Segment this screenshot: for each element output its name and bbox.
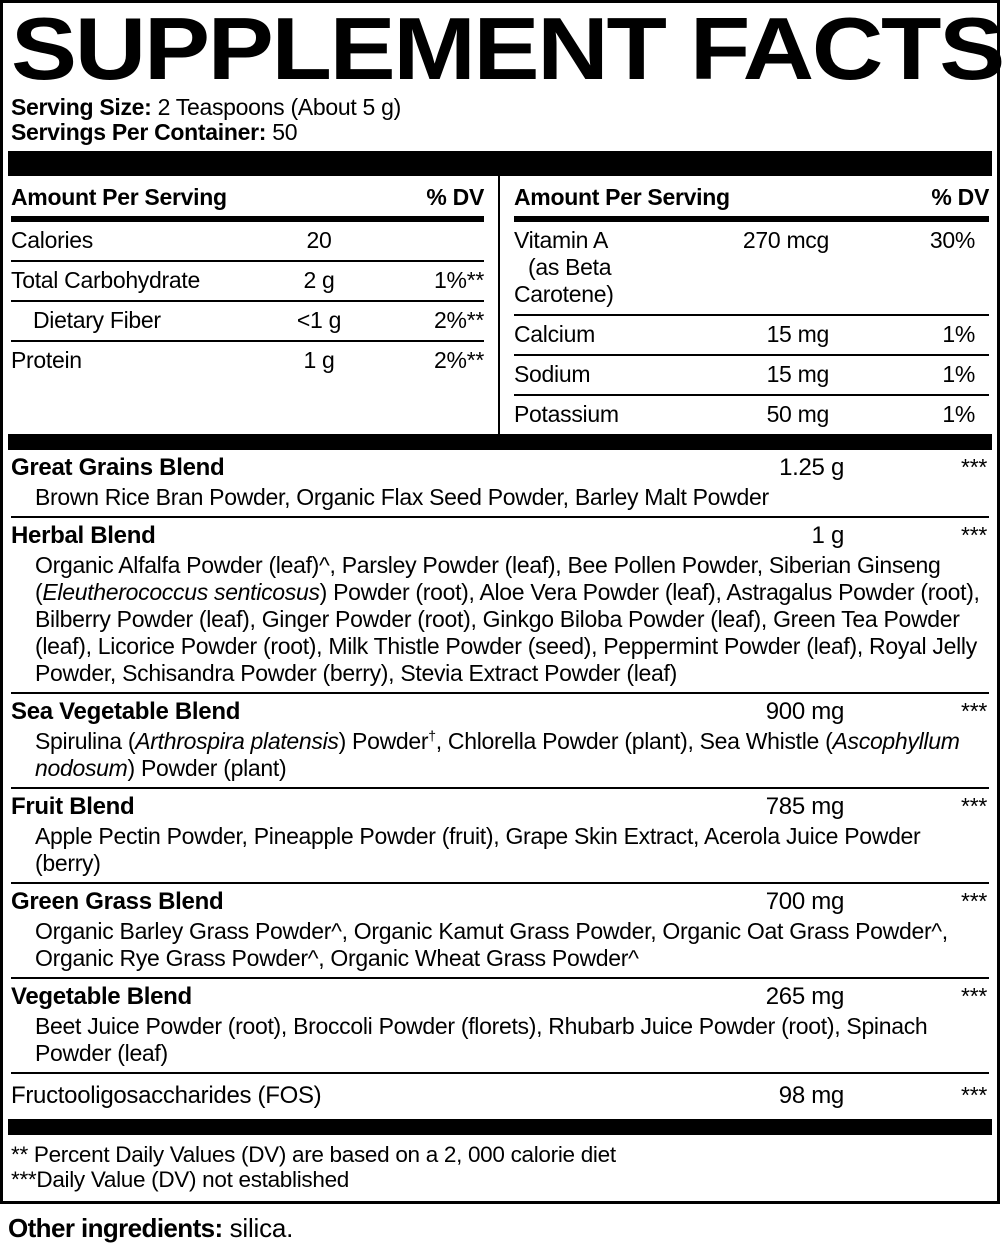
other-ingredients-label: Other ingredients:	[8, 1212, 223, 1243]
blend-amount: 1.25 g	[779, 453, 844, 481]
nutrient-row-potassium	[514, 396, 989, 434]
footnote-dv-not-established: ***Daily Value (DV) not established	[11, 1166, 350, 1192]
nutrient-dv: 1%	[942, 400, 975, 427]
nutrition-table-right	[500, 176, 989, 434]
serving-size-label: Serving Size:	[11, 93, 152, 120]
divider-bar-middle	[8, 434, 992, 450]
serving-size-line	[11, 95, 989, 120]
blend-row-green-grass	[11, 884, 989, 979]
blend-amount: 700 mg	[765, 887, 844, 915]
divider-bar-top	[8, 151, 992, 176]
nutrient-amount: 50 mg	[766, 400, 829, 427]
header-percent-dv: % DV	[426, 183, 484, 210]
blend-name: Fructooligosaccharides (FOS)	[11, 1081, 322, 1109]
header-amount-per-serving: Amount Per Serving	[514, 183, 730, 210]
blend-name: Vegetable Blend	[11, 982, 192, 1010]
nutrient-amount: 270 mcg	[742, 226, 829, 253]
nutrient-amount: 2 g	[303, 266, 335, 293]
blend-row-sea-vegetable	[11, 694, 989, 789]
blend-dv: ***	[961, 697, 987, 724]
blend-header	[11, 453, 989, 482]
nutrient-name	[514, 227, 699, 308]
nutrient-dv: 1%**	[434, 266, 484, 293]
blend-header	[11, 982, 989, 1011]
blend-name: Herbal Blend	[11, 521, 156, 549]
nutrient-row-calories	[11, 222, 484, 262]
servings-per-container-value: 50	[266, 118, 298, 145]
blend-header	[11, 887, 989, 916]
blend-name: Fruit Blend	[11, 792, 135, 820]
other-ingredients-value: silica.	[222, 1212, 294, 1243]
nutrient-name-line2: (as Beta Carotene)	[514, 253, 614, 307]
nutrient-dv: 1%	[942, 360, 975, 387]
nutrient-dv: 2%**	[434, 346, 484, 373]
blend-dv: ***	[961, 792, 987, 819]
serving-info	[3, 91, 997, 151]
blend-name: Green Grass Blend	[11, 887, 224, 915]
serving-size-value: 2 Teaspoons (About 5 g)	[151, 93, 401, 120]
blend-name: Sea Vegetable Blend	[11, 697, 241, 725]
nutrient-name: Sodium	[514, 360, 591, 387]
blend-ingredients: Organic Barley Grass Powder^, Organic Kamut Grass Powder, Organic Oat Grass Powder^, Organic Rye Grass Powder^, Organic Wheat Grass Powder^	[35, 917, 948, 971]
blend-ingredients: Organic Alfalfa Powder (leaf)^, Parsley Powder (leaf), Bee Pollen Powder, Siberian Ginseng (Eleutherococcus senticosus) Powder (root), Aloe Vera Powder (leaf), Astragalus Powder (root), Bilberry Powder (leaf), Ginger Powder (root), Ginkgo Biloba Powder (leaf), Green Tea Powder (leaf), Licorice Powder (root), Milk Thistle Powder (seed), Peppermint Powder (leaf), Royal Jelly Powder, Schisandra Powder (berry), Stevia Extract Powder (leaf)	[35, 551, 980, 686]
blend-ingredients: Spirulina (Arthrospira platensis) Powder†, Chlorella Powder (plant), Sea Whistle (Ascophyllum nodosum) Powder (plant)	[35, 726, 960, 781]
blend-ingredients: Apple Pectin Powder, Pineapple Powder (fruit), Grape Skin Extract, Acerola Juice Powder (berry)	[35, 822, 921, 876]
blend-dv: ***	[961, 887, 987, 914]
blend-name: Great Grains Blend	[11, 453, 225, 481]
nutrient-name: Calcium	[514, 320, 595, 347]
blend-amount: 900 mg	[765, 697, 844, 725]
nutrient-amount: 15 mg	[766, 360, 829, 387]
nutrient-row-sodium	[514, 356, 989, 396]
nutrient-name: Potassium	[514, 400, 619, 427]
nutrient-name-line1: Vitamin A	[514, 226, 609, 253]
nutrient-name: Total Carbohydrate	[11, 266, 200, 293]
blend-row-fos	[11, 1074, 989, 1119]
nutrient-amount: 15 mg	[766, 320, 829, 347]
blend-header	[11, 792, 989, 821]
blend-dv: ***	[961, 982, 987, 1009]
blend-header	[11, 521, 989, 550]
nutrient-name: Protein	[11, 346, 82, 373]
nutrient-row-protein	[11, 342, 484, 380]
blend-header	[11, 697, 989, 726]
footnotes	[3, 1135, 997, 1201]
nutrient-name: Dietary Fiber	[33, 306, 161, 333]
blend-ingredients: Brown Rice Bran Powder, Organic Flax Seed Powder, Barley Malt Powder	[35, 483, 769, 510]
table-header-left	[11, 176, 484, 222]
blends-section	[3, 450, 997, 1119]
blend-row-vegetable	[11, 979, 989, 1074]
header-amount-per-serving: Amount Per Serving	[11, 183, 227, 210]
nutrient-amount: 1 g	[303, 346, 335, 373]
nutrient-row-calcium	[514, 316, 989, 356]
blend-amount: 1 g	[811, 521, 844, 549]
nutrient-dv: 1%	[942, 320, 975, 347]
blend-dv: ***	[961, 1081, 987, 1108]
blend-dv: ***	[961, 521, 987, 548]
servings-per-container-line	[11, 120, 989, 145]
nutrition-table	[3, 176, 997, 434]
blend-row-great-grains	[11, 450, 989, 518]
page-title: SUPPLEMENT FACTS	[11, 0, 1003, 98]
blend-row-fruit	[11, 789, 989, 884]
nutrient-dv: 2%**	[434, 306, 484, 333]
nutrient-amount: <1 g	[296, 306, 342, 333]
blend-ingredients: Beet Juice Powder (root), Broccoli Powder (florets), Rhubarb Juice Powder (root), Spinach Powder (leaf)	[35, 1012, 928, 1066]
nutrient-row-vitamin-a	[514, 222, 989, 316]
blend-header	[11, 1081, 989, 1110]
blend-row-herbal	[11, 518, 989, 694]
blend-dv: ***	[961, 453, 987, 480]
other-ingredients-line	[0, 1204, 1000, 1244]
header-percent-dv: % DV	[931, 183, 989, 210]
footnote-daily-values: ** Percent Daily Values (DV) are based on a 2, 000 calorie diet	[11, 1141, 616, 1167]
title-wrap	[3, 0, 1003, 98]
nutrient-amount: 20	[306, 226, 332, 253]
nutrition-table-left	[11, 176, 500, 434]
nutrient-name: Calories	[11, 226, 93, 253]
blend-amount: 785 mg	[765, 792, 844, 820]
blend-amount: 265 mg	[765, 982, 844, 1010]
nutrient-row-dietary-fiber	[11, 302, 484, 342]
blend-amount: 98 mg	[778, 1081, 844, 1109]
servings-per-container-label: Servings Per Container:	[11, 118, 267, 145]
nutrient-dv: 30%	[929, 226, 975, 253]
nutrient-row-total-carbohydrate	[11, 262, 484, 302]
table-header-right	[514, 176, 989, 222]
divider-bar-bottom	[8, 1119, 992, 1135]
